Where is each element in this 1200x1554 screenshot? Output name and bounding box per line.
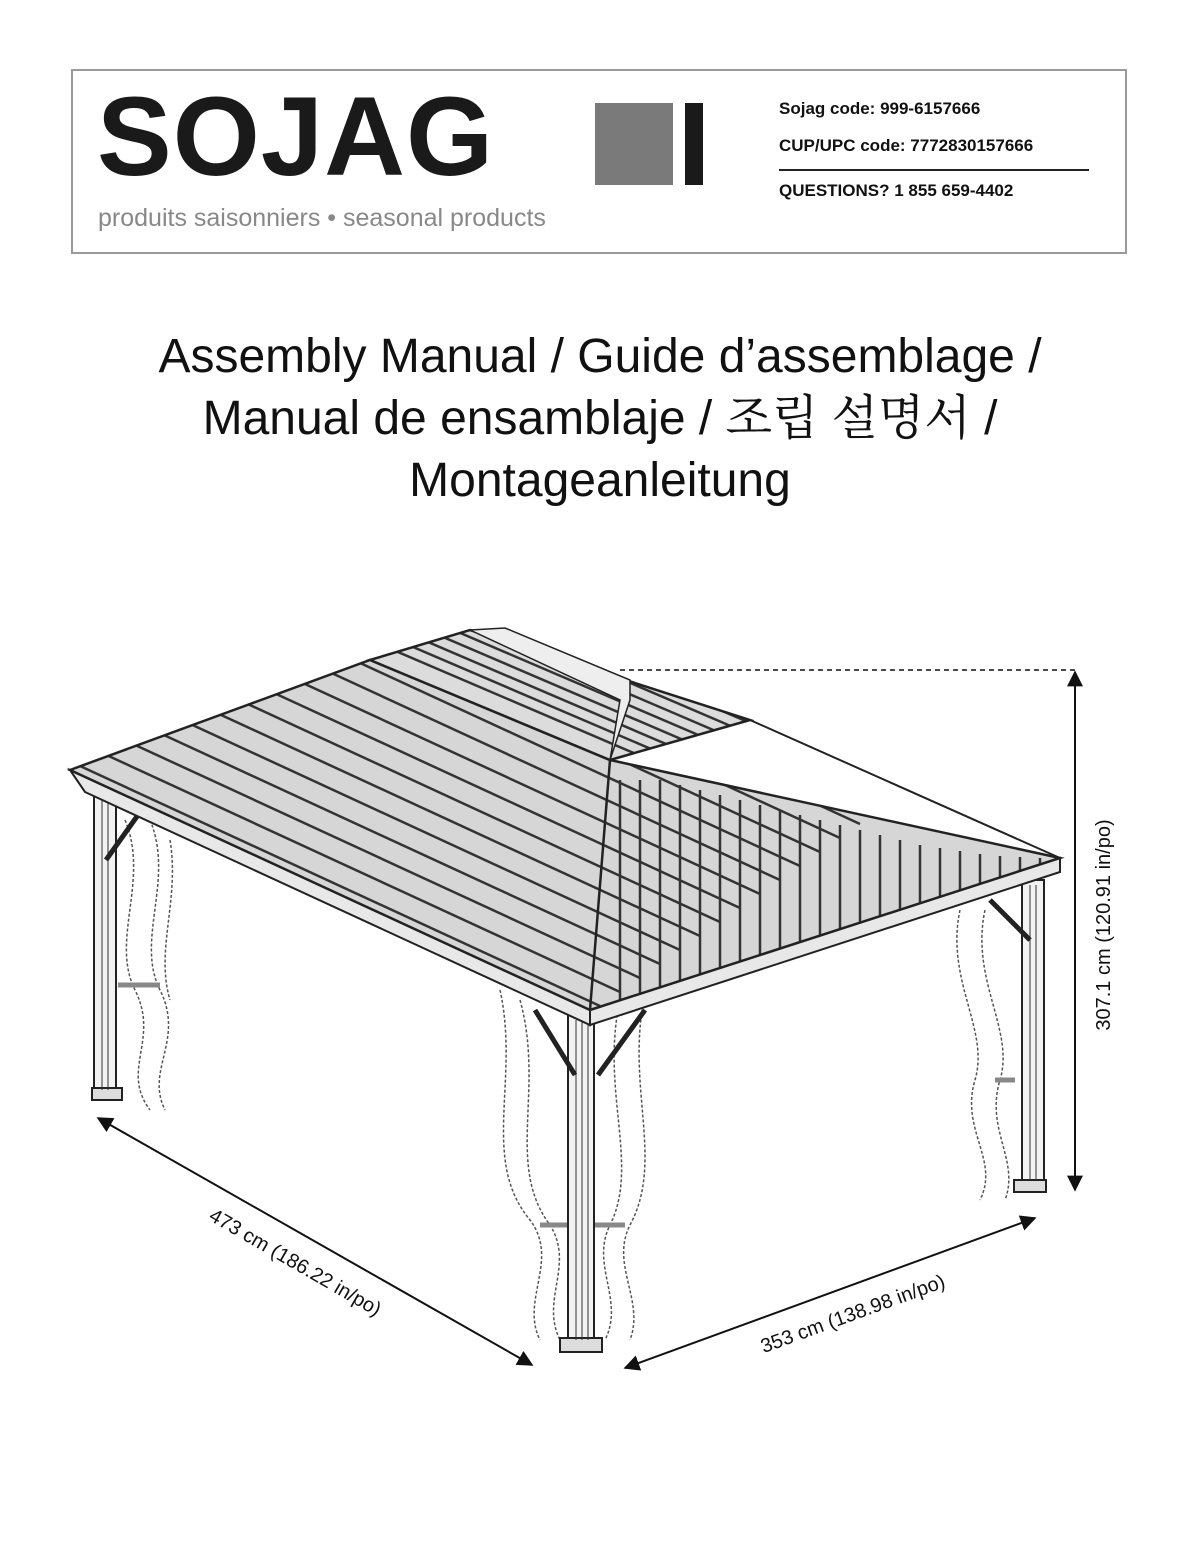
length-arrow — [98, 1118, 532, 1365]
curtain-left-3 — [165, 840, 172, 1000]
curtain-left — [125, 820, 150, 1110]
product-codes — [779, 99, 1089, 218]
curtain-center — [500, 990, 542, 1340]
page-title — [0, 326, 1200, 512]
gazebo-illustration — [0, 560, 1200, 1380]
brand-tagline: produits saisonniers • seasonal products — [98, 204, 546, 232]
title-line-2: Manual de ensamblaje / 조립 설명서 / — [202, 392, 998, 445]
title-line-1: Assembly Manual / Guide d’assemblage / — [158, 330, 1042, 383]
curtain-right-2 — [982, 910, 1009, 1200]
questions-phone: QUESTIONS? 1 855 659-4402 — [779, 181, 1014, 200]
brand-logo-bar-icon — [685, 103, 703, 185]
curtain-center-4 — [624, 995, 645, 1340]
brand-logo-square-icon — [595, 103, 673, 185]
brand-logo-text: SOJAG — [97, 74, 495, 199]
header-box — [71, 69, 1127, 254]
curtain-right — [957, 910, 986, 1200]
codes-divider — [779, 169, 1089, 171]
roof — [60, 560, 1060, 1020]
width-dimension-label: 353 cm (138.98 in/po) — [757, 1270, 949, 1358]
width-arrow — [625, 1218, 1035, 1368]
curtain-ties — [118, 985, 1015, 1225]
post-front — [568, 1015, 594, 1345]
curtain-center-2 — [520, 1000, 560, 1340]
length-dimension-label: 473 cm (186.22 in/po) — [205, 1204, 385, 1321]
post-left — [94, 795, 116, 1095]
title-line-3: Montageanleitung — [409, 454, 791, 507]
upc-code: CUP/UPC code: 7772830157666 — [779, 136, 1034, 155]
sojag-code: Sojag code: 999-6157666 — [779, 99, 981, 118]
height-dimension-label: 307.1 cm (120.91 in/po) — [1093, 819, 1115, 1031]
post-right — [1022, 880, 1044, 1185]
